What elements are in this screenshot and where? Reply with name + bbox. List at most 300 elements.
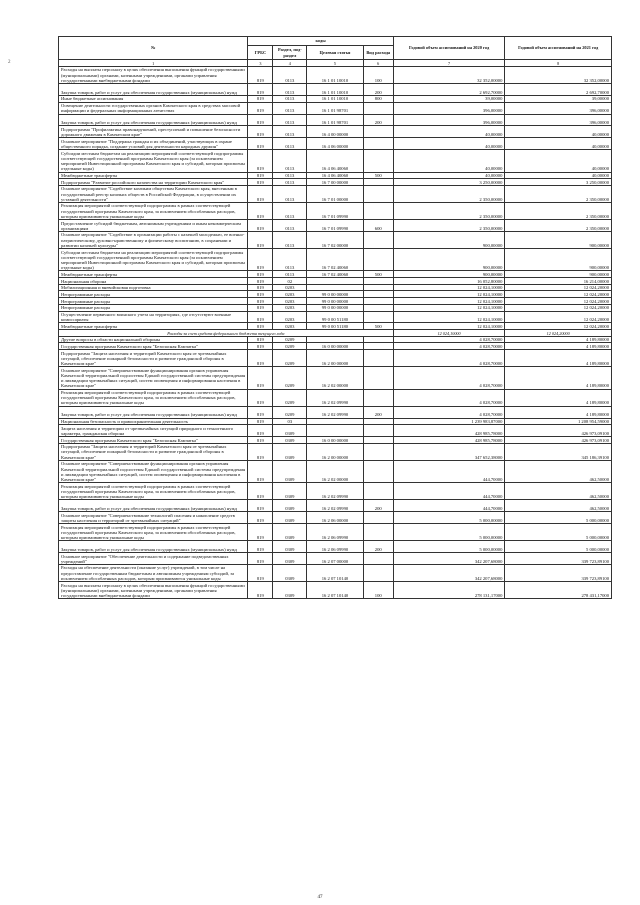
table-row <box>59 284 612 291</box>
row-name: Государственная программа Камчатского края "Безопасная Камчатка" <box>59 437 248 444</box>
amount-2021: 3 250,00000 <box>505 179 612 186</box>
grbs-code: 819 <box>248 524 273 541</box>
table-body <box>59 67 612 599</box>
header-codes: коды <box>248 37 393 46</box>
target-article-code <box>307 336 363 343</box>
amount-2021: 4 189,80000 <box>505 367 612 389</box>
razdel-code: 0113 <box>273 172 307 179</box>
row-name: Межбюджетные трансферты <box>59 172 248 179</box>
razdel-code: 0113 <box>273 95 307 102</box>
amount-2020: 39,00000 <box>393 95 505 102</box>
column-index-cell: 6 <box>363 60 393 67</box>
table-row <box>59 367 612 389</box>
table-row <box>59 231 612 248</box>
expense-type-code <box>363 553 393 565</box>
table-row <box>59 350 612 367</box>
razdel-code: 0113 <box>273 150 307 172</box>
row-name: Основное мероприятие "Совершенствование технологий спасения и накопление средств защиты населения и территорий от чрезвычайных ситуаций" <box>59 512 248 524</box>
row-name: Непрограммные расходы <box>59 298 248 305</box>
amount-2020: 4 028,70000 <box>393 389 505 406</box>
razdel-code: 0113 <box>273 185 307 202</box>
table-header <box>59 37 612 67</box>
amount-2020: 2 350,00000 <box>393 203 505 220</box>
amount-2020: 5 000,00000 <box>393 524 505 541</box>
header-grbs: ГРБС <box>248 46 273 60</box>
amount-2020: 12 024,10000 <box>393 304 505 311</box>
header-target-article: Целевая статья <box>307 46 363 60</box>
table-row <box>59 483 612 500</box>
amount-2020: 900,00000 <box>393 249 505 271</box>
razdel-code: 0113 <box>273 249 307 271</box>
row-name: Мобилизационная и вневойсковая подготовка <box>59 284 248 291</box>
amount-2020: 2 692,70000 <box>393 84 505 96</box>
expense-type-code: 500 <box>363 323 393 330</box>
table-row <box>59 150 612 172</box>
amount-2020: 444,70000 <box>393 483 505 500</box>
amount-2020: 342 207,68000 <box>393 564 505 581</box>
razdel-code: 0309 <box>273 582 307 599</box>
target-article-code: 16 2 02 09990 <box>307 389 363 406</box>
column-index-cell: 5 <box>307 60 363 67</box>
row-name: Расходы на обеспечение деятельности (оказание услуг) учреждений, в том числе на предоставление государственным бюджетным и автономным учреждениям субсидий, за исключением обособленных расходов, которым присваиваются уникальные коды <box>59 564 248 581</box>
target-article-code: 16 2 06 00000 <box>307 512 363 524</box>
razdel-code: 0113 <box>273 203 307 220</box>
expense-type-code <box>363 389 393 406</box>
row-name: Межбюджетные трансферты <box>59 323 248 330</box>
target-article-code: 16 2 02 09990 <box>307 500 363 512</box>
grbs-code: 819 <box>248 203 273 220</box>
target-article-code: 16 4 00 00000 <box>307 126 363 138</box>
grbs-code: 819 <box>248 114 273 126</box>
razdel-code: 0309 <box>273 524 307 541</box>
column-index-cell: 3 <box>248 60 273 67</box>
target-article-code: 16 2 00 00000 <box>307 443 363 460</box>
amount-2020: 12 024,10000 <box>393 311 505 323</box>
amount-2021: 39,00000 <box>505 95 612 102</box>
target-article-code: 99 0 00 00000 <box>307 298 363 305</box>
budget-table-sheet <box>58 36 612 599</box>
row-name: Основное мероприятие "Совершенствование функционирования органов управления Камчатской территориальной подсистемы Единой государственной системы предупреждения и ликвидации чрезвычайных ситуаций, систем оповещения и информирования населения в Камчатском крае" <box>59 460 248 482</box>
razdel-code: 0209 <box>273 343 307 350</box>
amount-2021: 32 352,00000 <box>505 67 612 84</box>
row-name: Расходы на выплаты персоналу в целях обеспечения выполнения функций государственными (муниципальными) органами, казенными учреждениями, органами управления государственными внебюджетными фондами <box>59 582 248 599</box>
amount-2021: 4 189,80000 <box>505 350 612 367</box>
amount-2021: 4 189,80000 <box>505 336 612 343</box>
amount-2021: 1 208 954,59000 <box>505 418 612 425</box>
target-article-code: 99 0 00 51180 <box>307 311 363 323</box>
table-row <box>59 138 612 150</box>
header-razdel: Раздел, под-раздел <box>273 46 307 60</box>
target-article-code: 16 1 01 10010 <box>307 84 363 96</box>
target-article-code: 16 7 02 40060 <box>307 271 363 278</box>
column-index-cell: 8 <box>505 60 612 67</box>
target-article-code: 16 2 02 00000 <box>307 460 363 482</box>
table-row <box>59 304 612 311</box>
row-name: Межбюджетные трансферты <box>59 271 248 278</box>
amount-2020: 428 985,78000 <box>393 425 505 437</box>
grbs-code: 819 <box>248 291 273 298</box>
amount-2020: 32 352,00000 <box>393 67 505 84</box>
amount-2021: 426 973,09100 <box>505 437 612 444</box>
table-row <box>59 179 612 186</box>
amount-2020: 4 028,70000 <box>393 367 505 389</box>
amount-2021: 5 000,00000 <box>505 541 612 553</box>
expense-type-code: 600 <box>363 220 393 232</box>
expense-type-code <box>363 564 393 581</box>
expense-type-code <box>363 437 393 444</box>
amount-2020: 900,00000 <box>393 231 505 248</box>
amount-2021: 4 189,80000 <box>505 343 612 350</box>
razdel-code: 0309 <box>273 541 307 553</box>
amount-2021: 2 350,00000 <box>505 220 612 232</box>
row-name: Основное мероприятие "Поддержка граждан и их объединений, участвующих в охране общественного порядка, создание условий для деятельности народных дружин" <box>59 138 248 150</box>
table-row <box>59 389 612 406</box>
amount-2020: 4 028,70000 <box>393 336 505 343</box>
row-name: Субсидии местным бюджетам на реализацию мероприятий соответствующей подпрограммы соответствующей государственной программы Камчатского края (за исключением мероприятий Инвестиционной программы Камчатского края и субсидий, которым присвоены отдельные коды) <box>59 150 248 172</box>
razdel-code: 0113 <box>273 67 307 84</box>
row-name: Подпрограмма "Развитие российского казачества на территории Камчатского края" <box>59 179 248 186</box>
grbs-code: 819 <box>248 350 273 367</box>
column-index-cell: 7 <box>393 60 505 67</box>
row-name: Основное мероприятие "Содействие казачьим обществам Камчатского края, внесенным в государственный реестр казачьих обществ в Российской Федерации, в осуществлении их уставной деятельности" <box>59 185 248 202</box>
razdel-code: 0309 <box>273 425 307 437</box>
expense-type-code: 100 <box>363 67 393 84</box>
expense-type-code <box>363 203 393 220</box>
row-name: Предоставление субсидий бюджетным, автономным учреждениям и иным некоммерческим организациям <box>59 220 248 232</box>
grbs-code: 819 <box>248 343 273 350</box>
amount-2021: 12 024,20000 <box>505 330 612 337</box>
target-article-code: 16 1 01 98701 <box>307 102 363 114</box>
grbs-code: 819 <box>248 67 273 84</box>
grbs-code: 819 <box>248 102 273 114</box>
amount-2021: 396,00000 <box>505 114 612 126</box>
amount-2020: 16 052,80000 <box>393 278 505 285</box>
expense-type-code: 200 <box>363 541 393 553</box>
table-row <box>59 185 612 202</box>
grbs-code: 819 <box>248 304 273 311</box>
grbs-code: 819 <box>248 84 273 96</box>
amount-2020: 342 207,68000 <box>393 553 505 565</box>
expense-type-code <box>363 460 393 482</box>
razdel-code: 0309 <box>273 512 307 524</box>
razdel-code: 02 <box>273 278 307 285</box>
expense-type-code: 200 <box>363 406 393 418</box>
target-article-code: 16 2 07 10140 <box>307 582 363 599</box>
razdel-code: 0309 <box>273 460 307 482</box>
amount-2021: 900,00000 <box>505 271 612 278</box>
column-index-row <box>59 60 612 67</box>
target-article-code: 16 7 02 00000 <box>307 231 363 248</box>
amount-2021: 16 214,00000 <box>505 278 612 285</box>
table-row <box>59 126 612 138</box>
target-article-code: 16 4 06 40060 <box>307 172 363 179</box>
target-article-code: 16 2 07 10140 <box>307 564 363 581</box>
target-article-code: 16 0 00 00000 <box>307 343 363 350</box>
table-row <box>59 343 612 350</box>
expense-type-code: 500 <box>363 271 393 278</box>
amount-2021: 5 000,00000 <box>505 524 612 541</box>
expense-type-code <box>363 512 393 524</box>
table-row <box>59 102 612 114</box>
razdel-code: 0113 <box>273 102 307 114</box>
table-row <box>59 425 612 437</box>
amount-2020: 1 239 983,87000 <box>393 418 505 425</box>
expense-type-code <box>363 102 393 114</box>
table-row <box>59 541 612 553</box>
razdel-code: 03 <box>273 418 307 425</box>
margin-mark: 2 <box>8 60 11 65</box>
amount-2021: 900,00000 <box>505 231 612 248</box>
grbs-code: 819 <box>248 231 273 248</box>
grbs-code: 819 <box>248 172 273 179</box>
razdel-code: 0309 <box>273 437 307 444</box>
expense-type-code <box>363 126 393 138</box>
target-article-code: 16 2 07 00000 <box>307 553 363 565</box>
header-expense-type: Вид расхода <box>363 46 393 60</box>
amount-2021: 462,50000 <box>505 483 612 500</box>
row-name: Закупка товаров, работ и услуг для обеспечения государственных (муниципальных) нужд <box>59 114 248 126</box>
expense-type-code: 500 <box>363 172 393 179</box>
amount-2021: 900,00000 <box>505 249 612 271</box>
amount-2021: 4 189,80000 <box>505 406 612 418</box>
row-name: Защита населения и территории от чрезвычайных ситуаций природного и техногенного характера, гражданская оборона <box>59 425 248 437</box>
amount-2021: 278 431,17000 <box>505 582 612 599</box>
amount-2020: 444,70000 <box>393 460 505 482</box>
grbs-code: 819 <box>248 483 273 500</box>
amount-2021: 40,00000 <box>505 138 612 150</box>
row-name: Реализация мероприятий соответствующей подпрограммы в рамках соответствующей государственной программы Камчатского края, за исключением обособленных расходов, которым присваиваются уникальные коды <box>59 389 248 406</box>
table-row <box>59 406 612 418</box>
row-name: Основное мероприятие "Совершенствование функционирования органов управления Камчатской территориальной подсистемы Единой государственной системы предупреждения и ликвидации чрезвычайных ситуаций, систем оповещения и информирования населения в Камчатском крае" <box>59 367 248 389</box>
amount-2020: 278 131,17000 <box>393 582 505 599</box>
row-name: Закупка товаров, работ и услуг для обеспечения государственных (муниципальных) нужд <box>59 541 248 553</box>
amount-2021: 12 024,20000 <box>505 304 612 311</box>
amount-2021: 426 973,09100 <box>505 425 612 437</box>
table-row <box>59 114 612 126</box>
grbs-code: 819 <box>248 249 273 271</box>
grbs-code: 819 <box>248 512 273 524</box>
row-name: Основное мероприятие "Обеспечение деятельности и содержание подведомственных учреждений" <box>59 553 248 565</box>
amount-2021: 12 024,20000 <box>505 284 612 291</box>
expense-type-code <box>363 278 393 285</box>
row-name: Национальная оборона <box>59 278 248 285</box>
table-row <box>59 582 612 599</box>
target-article-code: 16 2 02 09990 <box>307 483 363 500</box>
amount-2020: 12 024,10000 <box>393 284 505 291</box>
table-row <box>59 524 612 541</box>
table-row <box>59 172 612 179</box>
table-row <box>59 84 612 96</box>
razdel-code: 0113 <box>273 126 307 138</box>
grbs-code: 819 <box>248 460 273 482</box>
target-article-code <box>307 418 363 425</box>
amount-2021: 462,50000 <box>505 500 612 512</box>
row-name: Подпрограмма "Профилактика правонарушений, преступлений и повышение безопасности дорожного движения в Камчатском крае" <box>59 126 248 138</box>
grbs-code: 819 <box>248 541 273 553</box>
grbs-code: 819 <box>248 323 273 330</box>
amount-2021: 12 024,20000 <box>505 291 612 298</box>
amount-2020: 4 028,70000 <box>393 406 505 418</box>
razdel-code: 0113 <box>273 220 307 232</box>
expense-type-code <box>363 185 393 202</box>
row-name: Иные бюджетные ассигнования <box>59 95 248 102</box>
row-name: Осуществление первичного воинского учета на территориях, где отсутствуют военные комиссариаты <box>59 311 248 323</box>
amount-2021: 2 350,00000 <box>505 203 612 220</box>
table-row <box>59 67 612 84</box>
table-row <box>59 437 612 444</box>
target-article-code: 16 1 01 10010 <box>307 95 363 102</box>
razdel-code: 0113 <box>273 138 307 150</box>
note-row <box>59 330 612 337</box>
table-row <box>59 95 612 102</box>
note-text: Расходы за счет средств федерального бюджета текущего года <box>59 330 394 337</box>
target-article-code: 16 7 01 09990 <box>307 203 363 220</box>
table-row <box>59 500 612 512</box>
razdel-code: 0309 <box>273 564 307 581</box>
target-article-code: 16 0 00 00000 <box>307 437 363 444</box>
razdel-code: 0309 <box>273 553 307 565</box>
grbs-code: 819 <box>248 367 273 389</box>
table-row <box>59 418 612 425</box>
amount-2021: 2 350,00000 <box>505 185 612 202</box>
row-name: Освещение деятельности государственных органов Камчатского края в средствах массовой информации и федеральных информационных агентствах <box>59 102 248 114</box>
razdel-code: 0113 <box>273 271 307 278</box>
row-name: Национальная безопасность и правоохранительная деятельность <box>59 418 248 425</box>
column-index-cell: 4 <box>273 60 307 67</box>
row-name: Закупка товаров, работ и услуг для обеспечения государственных (муниципальных) нужд <box>59 84 248 96</box>
target-article-code <box>307 425 363 437</box>
amount-2020: 347 652,38000 <box>393 443 505 460</box>
amount-2021: 4 189,80000 <box>505 389 612 406</box>
razdel-code: 0309 <box>273 500 307 512</box>
target-article-code: 16 7 01 09990 <box>307 220 363 232</box>
row-name: Другие вопросы в области национальной обороны <box>59 336 248 343</box>
razdel-code: 0209 <box>273 406 307 418</box>
target-article-code: 16 2 06 09990 <box>307 541 363 553</box>
expense-type-code <box>363 231 393 248</box>
grbs-code: 819 <box>248 406 273 418</box>
header-year-2020: Годовой объем ассигнований на 2020 год <box>393 37 505 60</box>
expense-type-code <box>363 284 393 291</box>
amount-2021: 2 692,70000 <box>505 84 612 96</box>
expense-type-code: 200 <box>363 114 393 126</box>
table-row <box>59 271 612 278</box>
expense-type-code <box>363 343 393 350</box>
expense-type-code <box>363 298 393 305</box>
razdel-code: 0209 <box>273 389 307 406</box>
grbs-code: 819 <box>248 500 273 512</box>
expense-type-code <box>363 443 393 460</box>
expense-type-code <box>363 524 393 541</box>
table-row <box>59 291 612 298</box>
table-row <box>59 512 612 524</box>
table-row <box>59 553 612 565</box>
amount-2021: 40,00000 <box>505 126 612 138</box>
razdel-code: 0203 <box>273 284 307 291</box>
grbs-code: 819 <box>248 582 273 599</box>
amount-2020: 2 350,00000 <box>393 185 505 202</box>
expense-type-code <box>363 350 393 367</box>
grbs-code: 819 <box>248 185 273 202</box>
target-article-code: 16 2 00 00000 <box>307 350 363 367</box>
amount-2020: 444,70000 <box>393 500 505 512</box>
table-row <box>59 220 612 232</box>
table-row <box>59 298 612 305</box>
amount-2020: 4 028,70000 <box>393 343 505 350</box>
page-number: 47 <box>317 895 323 900</box>
header-number: № <box>59 37 248 60</box>
grbs-code: 819 <box>248 553 273 565</box>
amount-2021: 40,00000 <box>505 172 612 179</box>
grbs-code: 819 <box>248 425 273 437</box>
amount-2020: 40,00000 <box>393 138 505 150</box>
amount-2020: 396,00000 <box>393 114 505 126</box>
razdel-code: 0113 <box>273 114 307 126</box>
grbs-code: 819 <box>248 564 273 581</box>
amount-2020: 40,00000 <box>393 126 505 138</box>
row-name: Государственная программа Камчатского края "Безопасная Камчатка" <box>59 343 248 350</box>
amount-2021: 5 000,00000 <box>505 512 612 524</box>
budget-table <box>58 36 612 599</box>
amount-2020: 12 024,10000 <box>393 323 505 330</box>
grbs-code: 819 <box>248 150 273 172</box>
amount-2020: 40,00000 <box>393 150 505 172</box>
razdel-code: 0203 <box>273 323 307 330</box>
grbs-code: 819 <box>248 284 273 291</box>
grbs-code: 819 <box>248 336 273 343</box>
target-article-code <box>307 284 363 291</box>
row-name: Реализация мероприятий соответствующей подпрограммы в рамках соответствующей государственной программы Камчатского края, за исключением обособленных расходов, которым присваиваются уникальные коды <box>59 524 248 541</box>
amount-2020: 428 985,78000 <box>393 437 505 444</box>
razdel-code: 0209 <box>273 336 307 343</box>
amount-2021: 396,00000 <box>505 102 612 114</box>
expense-type-code <box>363 138 393 150</box>
column-index-cell: 1 <box>59 60 248 67</box>
expense-type-code <box>363 483 393 500</box>
amount-2021: 339 723,89100 <box>505 553 612 565</box>
table-row <box>59 278 612 285</box>
row-name: Расходы на выплаты персоналу в целях обеспечения выполнения функций государственными (муниципальными) органами, казенными учреждениями, органами управления государственными внебюджетными фондами <box>59 67 248 84</box>
expense-type-code: 800 <box>363 95 393 102</box>
amount-2020: 4 028,70000 <box>393 350 505 367</box>
target-article-code: 16 4 06 00000 <box>307 138 363 150</box>
target-article-code: 99 0 00 51180 <box>307 323 363 330</box>
amount-2020: 396,00000 <box>393 102 505 114</box>
target-article-code: 16 2 02 00000 <box>307 367 363 389</box>
grbs-code: 819 <box>248 437 273 444</box>
target-article-code: 99 0 00 00000 <box>307 291 363 298</box>
razdel-code: 0309 <box>273 443 307 460</box>
target-article-code: 16 7 02 40060 <box>307 249 363 271</box>
razdel-code: 0209 <box>273 350 307 367</box>
amount-2020: 12 024,10000 <box>393 298 505 305</box>
razdel-code: 0113 <box>273 179 307 186</box>
razdel-code: 0203 <box>273 304 307 311</box>
razdel-code: 0203 <box>273 291 307 298</box>
table-row <box>59 336 612 343</box>
grbs-code: 819 <box>248 418 273 425</box>
row-name: Реализация мероприятий соответствующей подпрограммы в рамках соответствующей государственной программы Камчатского края, за исключением обособленных расходов, которым присваиваются уникальные коды <box>59 203 248 220</box>
row-name: Основное мероприятие "Содействие в организации работы с казачьей молодежью, ее военно-патриотическому, духовно-нравственному и физическому воспитанию, в сохранении и развитии казачьей культуры" <box>59 231 248 248</box>
amount-2021: 12 024,20000 <box>505 323 612 330</box>
expense-type-code: 200 <box>363 500 393 512</box>
amount-2020: 900,00000 <box>393 271 505 278</box>
amount-2020: 5 000,00000 <box>393 541 505 553</box>
amount-2021: 12 024,20000 <box>505 298 612 305</box>
grbs-code: 819 <box>248 95 273 102</box>
expense-type-code <box>363 336 393 343</box>
razdel-code: 0309 <box>273 483 307 500</box>
